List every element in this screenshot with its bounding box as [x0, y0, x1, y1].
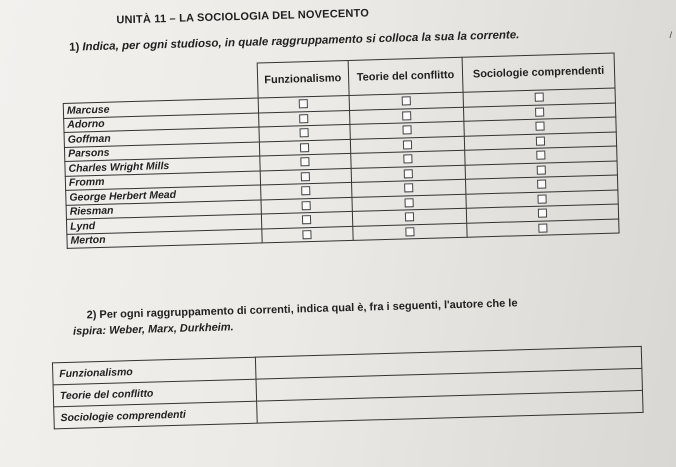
- checkbox-teorie-conflitto[interactable]: [404, 184, 413, 193]
- question-2-number: 2): [86, 309, 97, 322]
- checkbox-funzionalismo[interactable]: [301, 172, 310, 181]
- scholar-name: George Herbert Mead: [66, 185, 261, 205]
- cell-funzionalismo: [261, 226, 353, 243]
- unit-title: UNITÀ 11 – LA SOCIOLOGIA DEL NOVECENTO: [116, 7, 370, 27]
- checkbox-funzionalismo[interactable]: [300, 143, 309, 152]
- checkbox-sociologie-comprendenti[interactable]: [536, 151, 545, 160]
- checkbox-teorie-conflitto[interactable]: [402, 97, 411, 106]
- header-corner: [62, 63, 257, 103]
- worksheet-content: [60, 0, 647, 446]
- checkbox-teorie-conflitto[interactable]: [402, 111, 411, 120]
- checkbox-sociologie-comprendenti[interactable]: [535, 122, 544, 131]
- checkbox-teorie-conflitto[interactable]: [402, 126, 411, 135]
- scholar-name: Charles Wright Mills: [65, 156, 260, 176]
- checkbox-sociologie-comprendenti[interactable]: [538, 223, 547, 232]
- question-1: [69, 29, 519, 54]
- grouping-label: Funzionalismo: [52, 357, 256, 385]
- scholar-name: Fromm: [65, 170, 260, 190]
- checkbox-teorie-conflitto[interactable]: [404, 169, 413, 178]
- edge-mark: /: [669, 30, 672, 40]
- checkbox-funzionalismo[interactable]: [299, 100, 308, 109]
- scholar-name: Goffman: [64, 127, 259, 147]
- checkbox-funzionalismo[interactable]: [300, 158, 309, 167]
- question-1-text: Indica, per ogni studioso, in quale raggruppamento si colloca la sua la corrente.: [82, 29, 520, 54]
- checkbox-sociologie-comprendenti[interactable]: [537, 165, 546, 174]
- checkbox-funzionalismo[interactable]: [303, 230, 312, 239]
- cell-teorie-conflitto: [353, 223, 468, 241]
- checkbox-sociologie-comprendenti[interactable]: [535, 93, 544, 102]
- checkbox-teorie-conflitto[interactable]: [405, 213, 414, 222]
- question-2: [72, 292, 647, 340]
- checkbox-sociologie-comprendenti[interactable]: [537, 180, 546, 189]
- checkbox-funzionalismo[interactable]: [301, 187, 310, 196]
- classification-table-body: [63, 88, 619, 248]
- checkbox-sociologie-comprendenti[interactable]: [537, 194, 546, 203]
- header-sociologie-comprendenti: Sociologie comprendenti: [462, 53, 615, 92]
- header-funzionalismo: Funzionalismo: [257, 60, 349, 98]
- question-1-number: 1): [69, 41, 80, 54]
- scholar-name: Adorno: [64, 113, 259, 133]
- checkbox-teorie-conflitto[interactable]: [403, 140, 412, 149]
- header-teorie-conflitto: Teorie del conflitto: [348, 57, 463, 95]
- classification-table: [62, 53, 620, 249]
- checkbox-teorie-conflitto[interactable]: [405, 227, 414, 236]
- scholar-name: Merton: [67, 228, 262, 248]
- scholar-name: Lynd: [66, 214, 261, 234]
- checkbox-sociologie-comprendenti[interactable]: [538, 209, 547, 218]
- scholar-name: Parsons: [64, 142, 259, 162]
- checkbox-funzionalismo[interactable]: [302, 216, 311, 225]
- grouping-label: Sociologie comprendenti: [54, 401, 258, 429]
- scholar-name: Riesman: [66, 199, 261, 219]
- author-table-body: [52, 346, 643, 428]
- checkbox-teorie-conflitto[interactable]: [404, 198, 413, 207]
- checkbox-funzionalismo[interactable]: [302, 201, 311, 210]
- scholar-name: Marcuse: [63, 98, 258, 118]
- cell-sociologie-comprendenti: [467, 218, 619, 237]
- checkbox-sociologie-comprendenti[interactable]: [535, 107, 544, 116]
- checkbox-funzionalismo[interactable]: [299, 114, 308, 123]
- question-2-line-2: ispira: Weber, Marx, Durkheim.: [72, 321, 234, 338]
- checkbox-funzionalismo[interactable]: [300, 129, 309, 138]
- grouping-label: Teorie del conflitto: [53, 379, 257, 407]
- checkbox-teorie-conflitto[interactable]: [403, 155, 412, 164]
- checkbox-sociologie-comprendenti[interactable]: [536, 136, 545, 145]
- question-2-line-1: Per ogni raggruppamento di correnti, indica qual è, fra i seguenti, l'autore che le: [99, 297, 518, 322]
- author-table: [52, 346, 644, 429]
